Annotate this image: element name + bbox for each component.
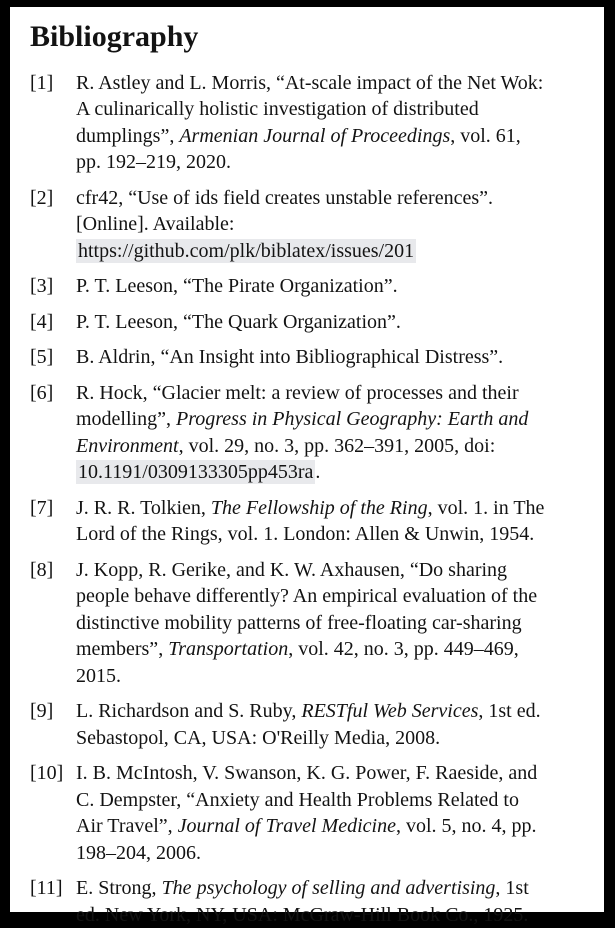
reference-number: [8] <box>30 557 53 584</box>
reference-number: [3] <box>30 273 53 300</box>
reference-book-title: The Fellowship of the Ring <box>211 497 428 519</box>
reference-segment: . <box>315 461 320 483</box>
reference-text <box>76 875 546 928</box>
reference-journal-title: Progress in Physical Geography: Earth and Environment <box>76 408 528 457</box>
reference-segment: I. B. McIntosh, V. Swanson, K. G. Power, F. Raeside, and C. Dempster, “Anxiety and Health Problems Related to Air Travel”, <box>76 762 537 837</box>
reference-text <box>76 185 546 265</box>
reference-item <box>30 698 546 751</box>
reference-book-title: RESTful Web Services <box>301 700 478 722</box>
page-title: Bibliography <box>30 20 604 55</box>
reference-segment: R. Hock, “Glacier melt: a review of processes and their modelling”, <box>76 382 519 431</box>
reference-number: [5] <box>30 344 53 371</box>
reference-item <box>30 70 546 176</box>
reference-text <box>76 380 546 486</box>
reference-text <box>76 70 546 176</box>
reference-item <box>30 185 546 265</box>
reference-item <box>30 344 546 371</box>
reference-text <box>76 698 546 751</box>
reference-segment: R. Astley and L. Morris, “At-scale impact of the Net Wok: A culinarically holistic investigation of distributed dumplings”, <box>76 72 543 147</box>
reference-text <box>76 495 546 548</box>
reference-segment: , 1st ed. New York, NY, USA: McGraw-Hill Book Co., 1925. <box>76 877 529 926</box>
reference-number: [10] <box>30 760 63 787</box>
reference-segment: J. Kopp, R. Gerike, and K. W. Axhausen, “Do sharing people behave differently? An empirical evaluation of the distinctive mobility patterns of free-floating car-sharing members”, <box>76 559 537 661</box>
reference-item <box>30 309 546 336</box>
reference-text <box>76 309 546 336</box>
reference-item <box>30 380 546 486</box>
reference-item <box>30 495 546 548</box>
reference-number: [11] <box>30 875 63 902</box>
reference-book-title: The psychology of selling and advertising <box>162 877 496 899</box>
reference-journal-title: Journal of Travel Medicine <box>178 815 396 837</box>
reference-number: [2] <box>30 185 53 212</box>
reference-item <box>30 557 546 690</box>
reference-list <box>30 70 604 928</box>
reference-segment: , vol. 1. in The Lord of the Rings, vol. 1. London: Allen & Unwin, 1954. <box>76 497 544 546</box>
reference-segment: , vol. 5, no. 4, pp. 198–204, 2006. <box>76 815 537 864</box>
reference-text <box>76 557 546 690</box>
reference-text <box>76 273 546 300</box>
reference-segment: B. Aldrin, “An Insight into Bibliographical Distress”. <box>76 346 503 368</box>
reference-segment: P. T. Leeson, “The Pirate Organization”. <box>76 275 398 297</box>
reference-segment: J. R. R. Tolkien, <box>76 497 211 519</box>
reference-segment: , 1st ed. Sebastopol, CA, USA: O'Reilly Media, 2008. <box>76 700 541 749</box>
reference-number: [7] <box>30 495 53 522</box>
reference-segment: , vol. 42, no. 3, pp. 449–469, 2015. <box>76 638 519 687</box>
reference-segment: P. T. Leeson, “The Quark Organization”. <box>76 311 401 333</box>
reference-number: [9] <box>30 698 53 725</box>
reference-number: [6] <box>30 380 53 407</box>
reference-segment: E. Strong, <box>76 877 162 899</box>
reference-number: [4] <box>30 309 53 336</box>
reference-journal-title: Armenian Journal of Proceedings <box>179 125 450 147</box>
reference-segment: , vol. 29, no. 3, pp. 362–391, 2005, doi: <box>179 435 496 457</box>
reference-segment: , vol. 61, pp. 192–219, 2020. <box>76 125 521 174</box>
reference-segment: cfr42, “Use of ids field creates unstable references”. [Online]. Available: <box>76 187 493 236</box>
reference-item <box>30 273 546 300</box>
github-issue-link[interactable]: https://github.com/plk/biblatex/issues/201 <box>76 239 416 263</box>
reference-text <box>76 760 546 866</box>
reference-item <box>30 875 546 928</box>
reference-item <box>30 760 546 866</box>
document-page <box>10 7 604 912</box>
reference-number: [1] <box>30 70 53 97</box>
reference-text <box>76 344 546 371</box>
reference-journal-title: Transportation <box>168 638 288 660</box>
doi-link[interactable]: 10.1191/0309133305pp453ra <box>76 460 315 484</box>
reference-segment: L. Richardson and S. Ruby, <box>76 700 301 722</box>
